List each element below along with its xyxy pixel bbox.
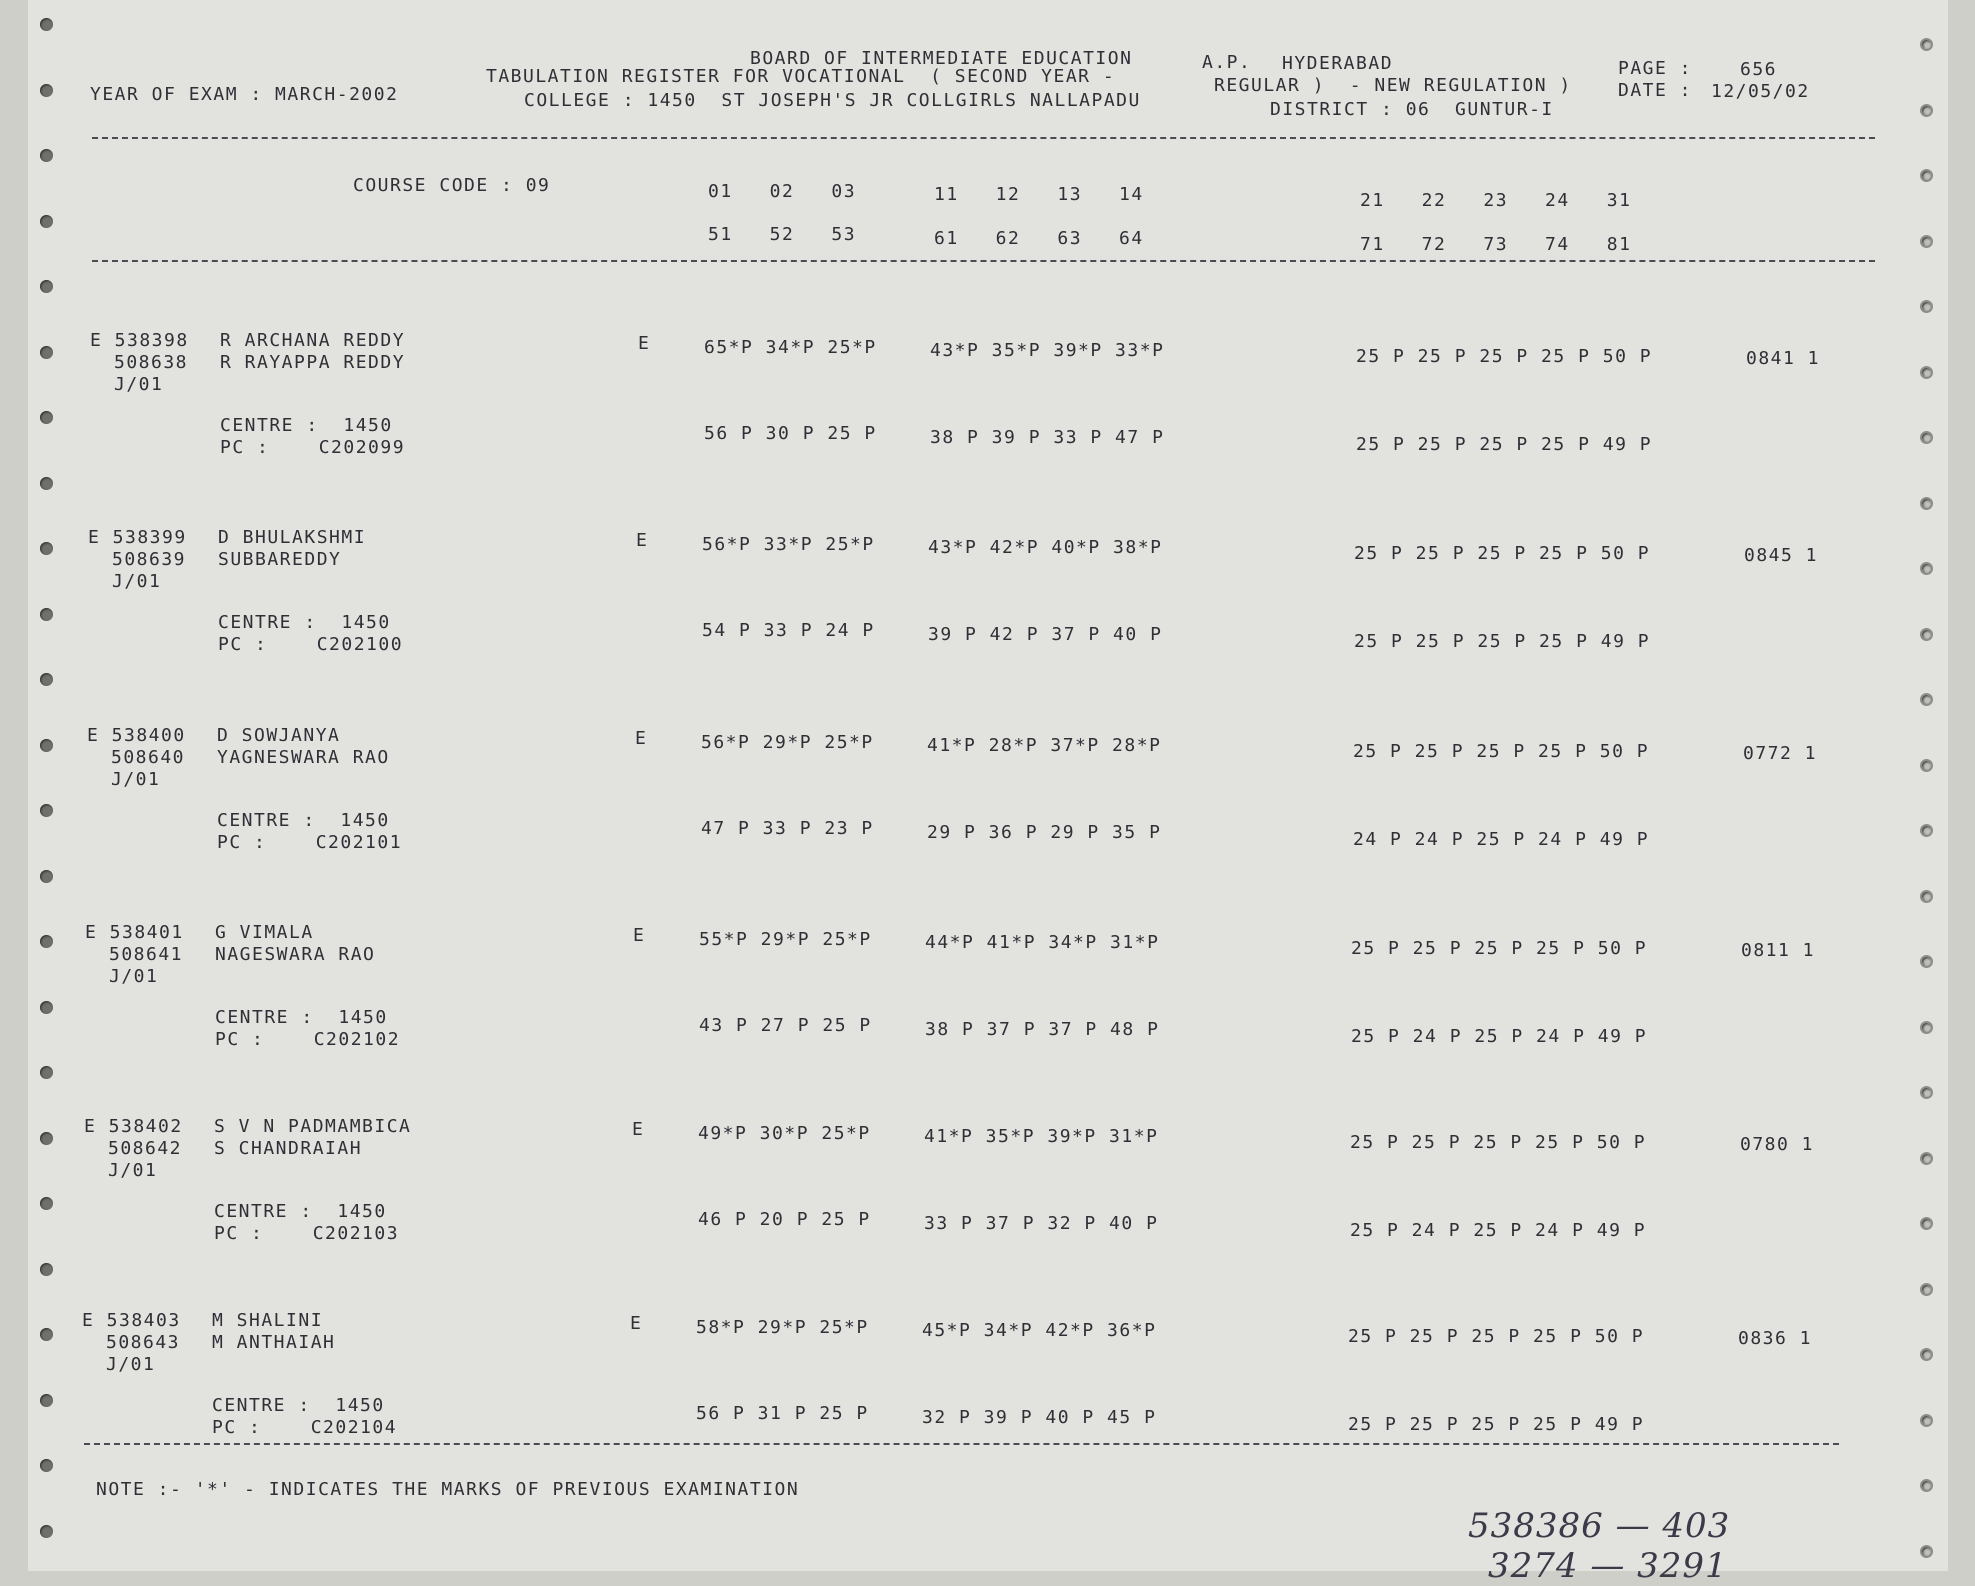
marks-row1-group3: 25 P 25 P 25 P 25 P 50 P [1350, 1132, 1647, 1153]
centre-code: CENTRE : 1450 [218, 612, 391, 633]
marks-row1-group2: 41*P 35*P 39*P 31*P [924, 1126, 1159, 1147]
handwritten-range-2: 3274 — 3291 [1488, 1546, 1728, 1586]
marks-row1-group1: 55*P 29*P 25*P [699, 929, 872, 950]
marks-row1-group1: 49*P 30*P 25*P [698, 1123, 871, 1144]
course-code: COURSE CODE : 09 [353, 175, 551, 196]
feed-hole [1920, 1545, 1933, 1558]
register-title: TABULATION REGISTER FOR VOCATIONAL ( SECOND YEAR - [486, 66, 1116, 87]
feed-hole [40, 1525, 53, 1538]
feed-hole [40, 1197, 53, 1210]
pc-code: PC : C202099 [220, 437, 406, 458]
feed-hole [40, 149, 53, 162]
centre-code: CENTRE : 1450 [214, 1201, 387, 1222]
feed-hole [40, 215, 53, 228]
total-marks: 0845 1 [1744, 545, 1819, 566]
feed-hole [40, 1459, 53, 1472]
marks-row2-group2: 39 P 42 P 37 P 40 P [928, 624, 1163, 645]
feed-hole [1920, 955, 1933, 968]
total-marks: 0811 1 [1741, 940, 1816, 961]
subject-codes-row1-group1: 01 02 03 [708, 181, 857, 202]
total-marks: 0836 1 [1738, 1328, 1813, 1349]
header-rule [92, 137, 1875, 139]
batch-code: J/01 [111, 769, 161, 790]
feed-hole [1920, 431, 1933, 444]
feed-hole [40, 477, 53, 490]
marks-row2-group3: 25 P 24 P 25 P 24 P 49 P [1350, 1220, 1647, 1241]
hall-ticket: E 538399 [88, 527, 187, 548]
marks-row1-group3: 25 P 25 P 25 P 25 P 50 P [1354, 543, 1651, 564]
tabulation-sheet [28, 0, 1948, 1586]
marks-row2-group3: 25 P 24 P 25 P 24 P 49 P [1351, 1026, 1648, 1047]
footnote: NOTE :- '*' - INDICATES THE MARKS OF PREVIOUS EXAMINATION [96, 1479, 800, 1500]
medium-code: E [636, 530, 649, 551]
board-title: BOARD OF INTERMEDIATE EDUCATION [750, 48, 1133, 69]
print-date: 12/05/02 [1711, 81, 1810, 102]
marks-row1-group2: 43*P 42*P 40*P 38*P [928, 537, 1163, 558]
feed-hole [40, 739, 53, 752]
feed-hole [40, 1001, 53, 1014]
student-name: M SHALINI [212, 1310, 324, 1331]
marks-row2-group1: 47 P 33 P 23 P [701, 818, 874, 839]
date-label: DATE : [1618, 80, 1693, 101]
feed-hole [40, 1263, 53, 1276]
marks-row2-group1: 56 P 31 P 25 P [696, 1403, 869, 1424]
reg-number: 508639 [112, 549, 187, 570]
city-label: HYDERABAD [1282, 53, 1394, 74]
feed-hole [40, 1066, 53, 1079]
feed-hole [40, 935, 53, 948]
pc-code: PC : C202103 [214, 1223, 400, 1244]
feed-hole [1920, 235, 1933, 248]
marks-row2-group2: 29 P 36 P 29 P 35 P [927, 822, 1162, 843]
centre-code: CENTRE : 1450 [215, 1007, 388, 1028]
marks-row2-group3: 25 P 25 P 25 P 25 P 49 P [1348, 1414, 1645, 1435]
feed-hole [1920, 693, 1933, 706]
footer-rule [84, 1443, 1839, 1445]
marks-row2-group2: 32 P 39 P 40 P 45 P [922, 1407, 1157, 1428]
college-info: COLLEGE : 1450 ST JOSEPH'S JR COLLGIRLS NALLAPADU [524, 90, 1141, 111]
reg-number: 508640 [111, 747, 186, 768]
total-marks: 0841 1 [1746, 348, 1821, 369]
course-rule [92, 260, 1875, 262]
student-name: D BHULAKSHMI [218, 527, 367, 548]
medium-code: E [635, 728, 648, 749]
batch-code: J/01 [114, 374, 164, 395]
batch-code: J/01 [108, 1160, 158, 1181]
centre-code: CENTRE : 1450 [217, 810, 390, 831]
feed-hole [40, 804, 53, 817]
medium-code: E [632, 1119, 645, 1140]
marks-row1-group1: 56*P 29*P 25*P [701, 732, 874, 753]
feed-hole [1920, 104, 1933, 117]
feed-hole [1920, 562, 1933, 575]
feed-hole [40, 84, 53, 97]
feed-hole [40, 608, 53, 621]
reg-number: 508643 [106, 1332, 181, 1353]
parent-name: YAGNESWARA RAO [217, 747, 390, 768]
reg-number: 508638 [114, 352, 189, 373]
marks-row2-group1: 56 P 30 P 25 P [704, 423, 877, 444]
batch-code: J/01 [109, 966, 159, 987]
feed-hole [40, 18, 53, 31]
subject-codes-row2-group1: 51 52 53 [708, 224, 857, 245]
subject-codes-row2-group2: 61 62 63 64 [934, 228, 1144, 249]
marks-row1-group1: 65*P 34*P 25*P [704, 337, 877, 358]
feed-hole [40, 280, 53, 293]
marks-row2-group2: 38 P 37 P 37 P 48 P [925, 1019, 1160, 1040]
medium-code: E [633, 925, 646, 946]
feed-hole [1920, 1021, 1933, 1034]
feed-hole [1920, 300, 1933, 313]
subject-codes-row1-group3: 21 22 23 24 31 [1360, 190, 1632, 211]
parent-name: R RAYAPPA REDDY [220, 352, 406, 373]
feed-hole [40, 870, 53, 883]
marks-row2-group2: 38 P 39 P 33 P 47 P [930, 427, 1165, 448]
subject-codes-row2-group3: 71 72 73 74 81 [1360, 234, 1632, 255]
pc-code: PC : C202102 [215, 1029, 401, 1050]
year-of-exam: YEAR OF EXAM : MARCH-2002 [90, 84, 399, 105]
student-name: G VIMALA [215, 922, 314, 943]
parent-name: SUBBAREDDY [218, 549, 342, 570]
feed-hole [1920, 1479, 1933, 1492]
feed-hole [1920, 1348, 1933, 1361]
feed-hole [1920, 1414, 1933, 1427]
marks-row1-group3: 25 P 25 P 25 P 25 P 50 P [1356, 346, 1653, 367]
feed-hole [1920, 1217, 1933, 1230]
centre-code: CENTRE : 1450 [220, 415, 393, 436]
marks-row2-group1: 46 P 20 P 25 P [698, 1209, 871, 1230]
marks-row2-group2: 33 P 37 P 32 P 40 P [924, 1213, 1159, 1234]
marks-row1-group2: 44*P 41*P 34*P 31*P [925, 932, 1160, 953]
tractor-holes-right [1914, 0, 1944, 1571]
parent-name: NAGESWARA RAO [215, 944, 376, 965]
marks-row2-group3: 24 P 24 P 25 P 24 P 49 P [1353, 829, 1650, 850]
marks-row1-group2: 43*P 35*P 39*P 33*P [930, 340, 1165, 361]
pc-code: PC : C202104 [212, 1417, 398, 1438]
hall-ticket: E 538398 [90, 330, 189, 351]
parent-name: M ANTHAIAH [212, 1332, 336, 1353]
marks-row2-group1: 43 P 27 P 25 P [699, 1015, 872, 1036]
student-name: R ARCHANA REDDY [220, 330, 406, 351]
marks-row1-group2: 45*P 34*P 42*P 36*P [922, 1320, 1157, 1341]
hall-ticket: E 538400 [87, 725, 186, 746]
district-info: DISTRICT : 06 GUNTUR-I [1270, 99, 1554, 120]
marks-row2-group3: 25 P 25 P 25 P 25 P 49 P [1354, 631, 1651, 652]
subject-codes-row1-group2: 11 12 13 14 [934, 184, 1144, 205]
feed-hole [1920, 38, 1933, 51]
student-name: S V N PADMAMBICA [214, 1116, 412, 1137]
feed-hole [40, 1132, 53, 1145]
state-label: A.P. [1202, 52, 1252, 73]
feed-hole [1920, 759, 1933, 772]
feed-hole [1920, 1283, 1933, 1296]
feed-hole [1920, 497, 1933, 510]
hall-ticket: E 538403 [82, 1310, 181, 1331]
marks-row1-group1: 58*P 29*P 25*P [696, 1317, 869, 1338]
marks-row1-group3: 25 P 25 P 25 P 25 P 50 P [1353, 741, 1650, 762]
pc-code: PC : C202101 [217, 832, 403, 853]
marks-row1-group2: 41*P 28*P 37*P 28*P [927, 735, 1162, 756]
hall-ticket: E 538402 [84, 1116, 183, 1137]
marks-row2-group1: 54 P 33 P 24 P [702, 620, 875, 641]
hall-ticket: E 538401 [85, 922, 184, 943]
page-number: 656 [1740, 59, 1778, 80]
feed-hole [40, 1328, 53, 1341]
batch-code: J/01 [106, 1354, 156, 1375]
marks-row1-group3: 25 P 25 P 25 P 25 P 50 P [1351, 938, 1648, 959]
medium-code: E [630, 1313, 643, 1334]
centre-code: CENTRE : 1450 [212, 1395, 385, 1416]
feed-hole [1920, 1086, 1933, 1099]
pc-code: PC : C202100 [218, 634, 404, 655]
feed-hole [1920, 366, 1933, 379]
feed-hole [1920, 824, 1933, 837]
parent-name: S CHANDRAIAH [214, 1138, 363, 1159]
feed-hole [40, 673, 53, 686]
marks-row1-group1: 56*P 33*P 25*P [702, 534, 875, 555]
feed-hole [1920, 890, 1933, 903]
page-label: PAGE : [1618, 58, 1693, 79]
regulation-label: REGULAR ) - NEW REGULATION ) [1214, 75, 1572, 96]
feed-hole [1920, 169, 1933, 182]
total-marks: 0780 1 [1740, 1134, 1815, 1155]
feed-hole [1920, 1152, 1933, 1165]
marks-row2-group3: 25 P 25 P 25 P 25 P 49 P [1356, 434, 1653, 455]
student-name: D SOWJANYA [217, 725, 341, 746]
feed-hole [40, 411, 53, 424]
reg-number: 508642 [108, 1138, 183, 1159]
medium-code: E [638, 333, 651, 354]
marks-row1-group3: 25 P 25 P 25 P 25 P 50 P [1348, 1326, 1645, 1347]
handwritten-range-1: 538386 — 403 [1468, 1506, 1731, 1546]
feed-hole [1920, 628, 1933, 641]
reg-number: 508641 [109, 944, 184, 965]
total-marks: 0772 1 [1743, 743, 1818, 764]
feed-hole [40, 542, 53, 555]
batch-code: J/01 [112, 571, 162, 592]
tractor-holes-left [34, 0, 64, 1571]
feed-hole [40, 1394, 53, 1407]
feed-hole [40, 346, 53, 359]
